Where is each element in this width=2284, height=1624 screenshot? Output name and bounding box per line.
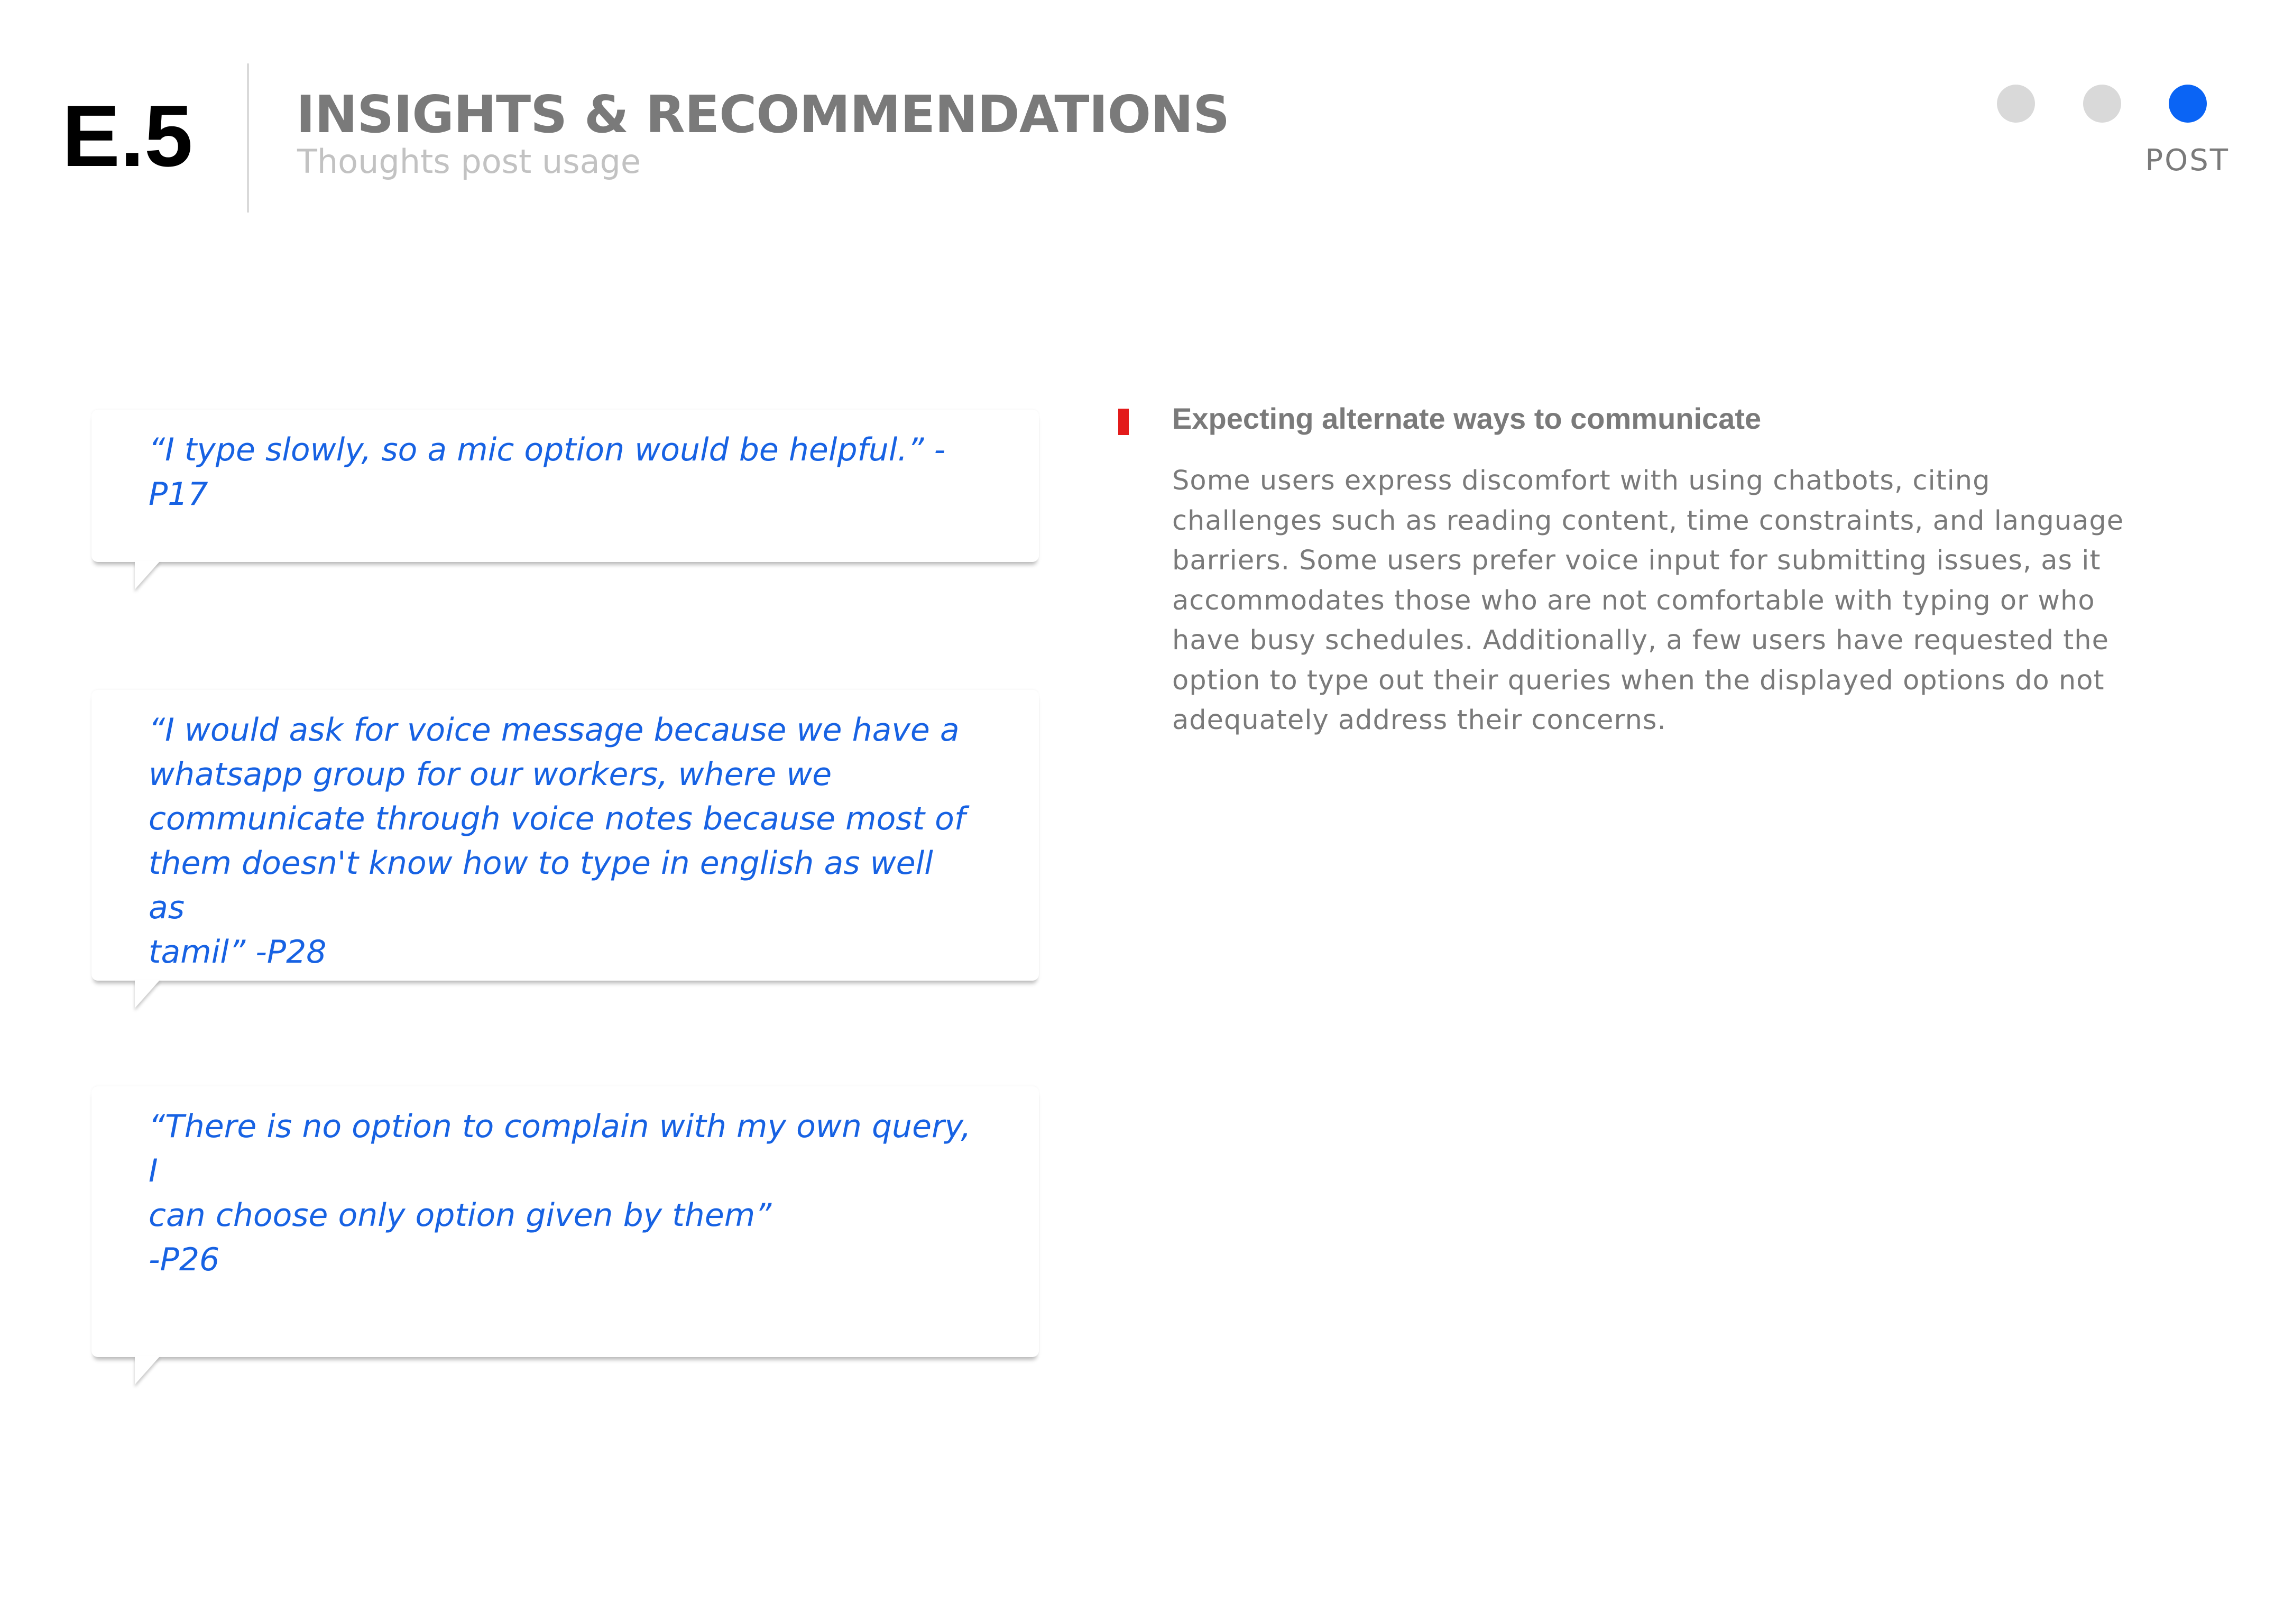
quote-bubble [91,410,1039,562]
insight-body: Some users express discomfort with using chatbots, citing challenges such as reading content, time constraints, and language barriers. Some users prefer voice input for submitting issues, as it accommodates those who are not comfortable with typing or who have busy schedules. Additionally, a few users have requested the option to type out their queries when the displayed options do not adequately address their concerns. [1172,465,2124,736]
section-number: E.5 [62,87,193,184]
progress-dot-step-2 [2083,85,2121,123]
progress-dot-step-1 [1997,85,2035,123]
insight-marker [1118,409,1129,435]
quote-bubble [91,690,1039,981]
stage-progress-indicator [1997,85,2230,180]
page-subtitle: Thoughts post usage [297,142,641,181]
insight-heading: Expecting alternate ways to communicate [1172,402,1762,435]
progress-dot-step-3-active [2169,85,2207,123]
quote-text: “There is no option to complain with my own query, I can choose only option given by them” -P26 [149,1108,971,1278]
page-title: INSIGHTS & RECOMMENDATIONS [296,85,1230,144]
progress-current-label: POST [2145,143,2230,178]
quote-text: “I type slowly, so a mic option would be helpful.” - P17 [149,431,946,513]
header-divider [247,63,249,213]
quote-bubble [91,1086,1039,1357]
quote-text: “I would ask for voice message because we have a whatsapp group for our workers, where we communicate through voice notes because most of them doesn't know how to type in english as well as tamil” -P28 [149,712,965,971]
